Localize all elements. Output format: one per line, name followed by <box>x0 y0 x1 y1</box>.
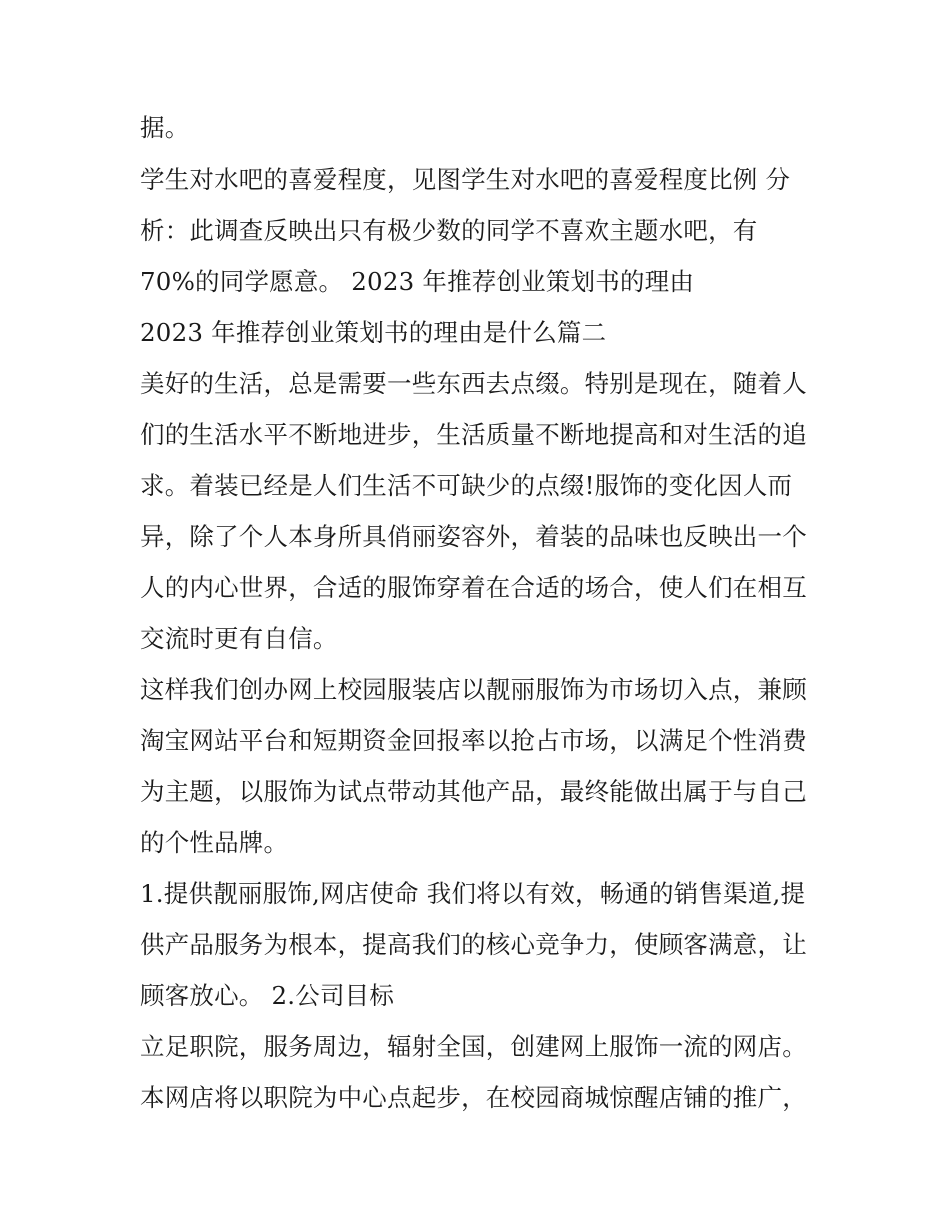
text-line: 们的生活水平不断地进步，生活质量不断地提高和对生活的追 <box>140 420 807 449</box>
text-line: 析：此调查反映出只有极少数的同学不喜欢主题水吧，有 <box>140 216 758 245</box>
text-line: 70%的同学愿意。 2023 年推荐创业策划书的理由 <box>140 267 695 296</box>
text-line: 这样我们创办网上校园服装店以靓丽服饰为市场切入点，兼顾 <box>140 675 807 704</box>
text-line: 1.提供靓丽服饰,网店使命 我们将以有效，畅通的销售渠道,提 <box>140 879 806 908</box>
text-line: 顾客放心。 2.公司目标 <box>140 981 395 1010</box>
text-line: 本网店将以职院为中心点起步，在校园商城惊醒店铺的推广， <box>140 1083 807 1112</box>
text-line: 淘宝网站平台和短期资金回报率以抢占市场，以满足个性消费 <box>140 726 807 755</box>
text-line: 供产品服务为根本，提高我们的核心竞争力，使顾客满意，让 <box>140 930 807 959</box>
text-line: 据。 <box>140 113 190 142</box>
text-line: 人的内心世界，合适的服饰穿着在合适的场合，使人们在相互 <box>140 573 807 602</box>
text-line: 美好的生活，总是需要一些东西去点缀。特别是现在，随着人 <box>140 369 807 398</box>
text-line: 为主题，以服饰为试点带动其他产品，最终能做出属于与自己 <box>140 777 807 806</box>
text-line: 学生对水吧的喜爱程度，见图学生对水吧的喜爱程度比例 分 <box>140 165 791 194</box>
text-line: 的个性品牌。 <box>140 828 289 857</box>
text-line: 立足职院，服务周边，辐射全国，创建网上服饰一流的网店。 <box>140 1032 807 1061</box>
text-line: 求。着装已经是人们生活不可缺少的点缀!服饰的变化因人而 <box>140 471 793 500</box>
text-line: 异，除了个人本身所具俏丽姿容外，着装的品味也反映出一个 <box>140 522 807 551</box>
text-line: 交流时更有自信。 <box>140 624 338 653</box>
text-line: 2023 年推荐创业策划书的理由是什么篇二 <box>140 318 607 347</box>
